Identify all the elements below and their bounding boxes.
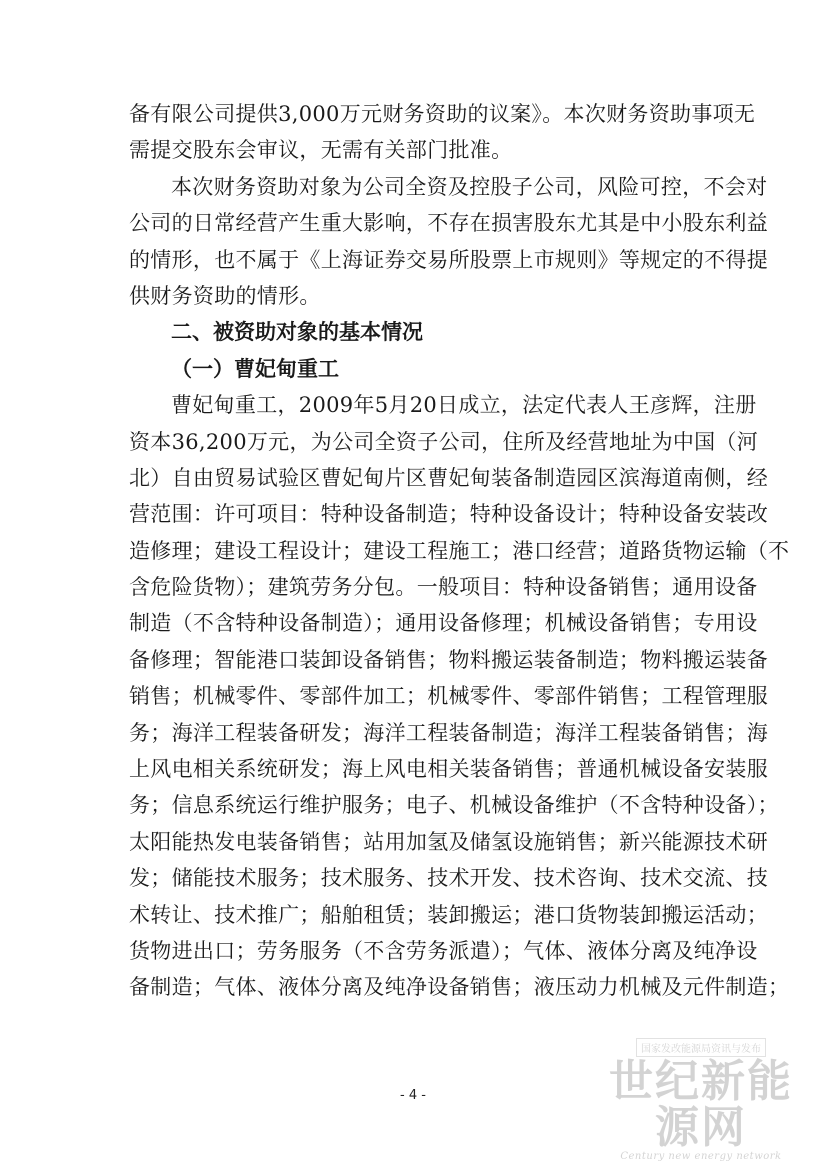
text-line: 制造（不含特种设备制造）；通用设备修理；机械设备销售；专用设 <box>129 611 758 636</box>
watermark-logo <box>596 1037 806 1162</box>
text-line: 的情形，也不属于《上海证券交易所股票上市规则》等规定的不得提 <box>129 247 768 272</box>
watermark-sub-text: Century new energy network <box>620 1151 782 1162</box>
text-line: 北）自由贸易试验区曹妃甸片区曹妃甸装备制造园区滨海道南侧，经 <box>129 465 768 490</box>
text-line: 备有限公司提供3,000万元财务资助的议案》。本次财务资助事项无 <box>129 102 756 126</box>
text-line: 发；储能技术服务；技术服务、技术开发、技术咨询、技术交流、技 <box>129 866 768 891</box>
body-text <box>129 96 790 1006</box>
text-line: 备制造；气体、液体分离及纯净设备销售；液压动力机械及元件制造； <box>129 975 790 1000</box>
watermark-top-text: 国家发改能源局资讯与发布 <box>636 1038 766 1057</box>
text-line: 本次财务资助对象为公司全资及控股子公司，风险可控，不会对 <box>171 174 768 199</box>
text-line: 资本36,200万元，为公司全资子公司，住所及经营地址为中国（河 <box>129 429 759 454</box>
subsection-heading: （一）曹妃甸重工 <box>171 356 339 381</box>
text-line: 公司的日常经营产生重大影响，不存在损害股东尤其是中小股东利益 <box>129 211 768 236</box>
text-line: 太阳能热发电装备销售；站用加氢及储氢设施销售；新兴能源技术研 <box>129 829 768 854</box>
text-line: 需提交股东会审议，无需有关部门批准。 <box>129 138 513 163</box>
text-line: 营范围：许可项目：特种设备制造；特种设备设计；特种设备安装改 <box>129 502 768 527</box>
text-line: 含危险货物）；建筑劳务分包。一般项目：特种设备销售；通用设备 <box>129 575 758 600</box>
text-line: 供财务资助的情形。 <box>129 283 321 308</box>
section-heading: 二、被资助对象的基本情况 <box>171 320 423 345</box>
text-line: 造修理；建设工程设计；建设工程施工；港口经营；道路货物运输（不 <box>129 538 790 563</box>
text-line: 务；海洋工程装备研发；海洋工程装备制造；海洋工程装备销售；海 <box>129 720 768 745</box>
text-line: 务；信息系统运行维护服务；电子、机械设备维护（不含特种设备）； <box>129 793 779 818</box>
text-line: 术转让、技术推广；船舶租赁；装卸搬运；港口货物装卸搬运活动； <box>129 902 768 927</box>
page-number: - 4 - <box>400 1088 426 1103</box>
text-line: 曹妃甸重工，2009年5月20日成立，法定代表人王彦辉，注册 <box>171 393 757 418</box>
text-line: 销售；机械零件、零部件加工；机械零件、零部件销售；工程管理服 <box>129 684 768 709</box>
watermark-main-text: 世纪新能源网 <box>609 1056 793 1153</box>
text-line: 备修理；智能港口装卸设备销售；物料搬运装备制造；物料搬运装备 <box>129 647 768 672</box>
text-line: 上风电相关系统研发；海上风电相关装备销售；普通机械设备安装服 <box>129 757 768 782</box>
text-line: 货物进出口；劳务服务（不含劳务派遣）；气体、液体分离及纯净设 <box>129 938 758 963</box>
